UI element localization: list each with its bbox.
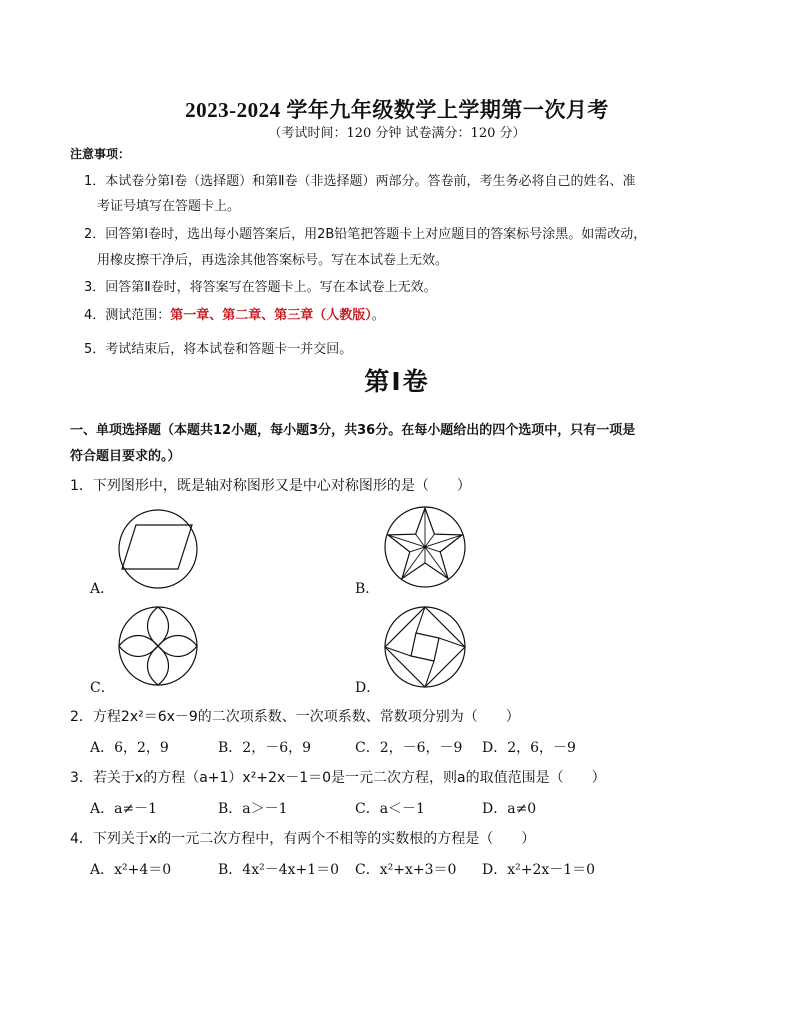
q1-figure-c: [116, 604, 200, 688]
q1-option-c-label: C．: [90, 680, 115, 696]
q1-stem: 1．下列图形中，既是轴对称图形又是中心对称图形的是（ ）: [70, 478, 471, 494]
q1-figure-a: [116, 507, 200, 591]
note-5: 5．考试结束后，将本试卷和答题卡一并交回。: [84, 342, 353, 357]
note-4-prefix: 4．测试范围：: [84, 308, 171, 323]
q3-option-b: B．a＞－1: [218, 801, 288, 817]
q1-option-b-label: B．: [355, 581, 380, 597]
q3-stem: 3．若关于x的方程（a+1）x²+2x－1＝0是一元二次方程，则a的取值范围是（ ）: [70, 770, 606, 786]
notes-heading: 注意事项：: [70, 147, 131, 161]
note-2-line-1: 2．回答第Ⅰ卷时，选出每小题答案后，用2B铅笔把答题卡上对应题目的答案标号涂黑。如需改动，: [84, 227, 647, 242]
q4-option-c: C．x²+x+3＝0: [355, 862, 457, 878]
q3-option-c: C．a＜－1: [355, 801, 425, 817]
note-4-range: 第一章、第二章、第三章（人教版）: [170, 308, 372, 323]
section-1-line-2: 符合题目要求的。）: [70, 449, 181, 464]
note-4: [84, 304, 385, 323]
part-title: 第Ⅰ卷: [364, 367, 430, 396]
q3-option-a: A．a≠－1: [90, 801, 158, 817]
q4-option-b: B．4x²－4x+1＝0: [218, 862, 340, 878]
q3-option-d: D．a≠0: [482, 801, 537, 817]
q4-option-d: D．x²+2x－1＝0: [482, 862, 596, 878]
note-4-suffix: 。: [371, 308, 385, 323]
q4-stem: 4．下列关于x的一元二次方程中，有两个不相等的实数根的方程是（ ）: [70, 831, 536, 847]
q1-option-d-label: D．: [355, 680, 381, 696]
q1-figure-b: [382, 504, 468, 590]
q4-option-a: A．x²+4＝0: [90, 862, 172, 878]
q2-option-a: A．6，2，9: [90, 740, 169, 756]
q2-stem: 2．方程2x²＝6x－9的二次项系数、一次项系数、常数项分别为（ ）: [70, 709, 520, 725]
exam-title: 2023-2024 学年九年级数学上学期第一次月考: [185, 98, 609, 122]
q2-option-d: D．2，6，－9: [482, 740, 576, 756]
q2-option-c: C．2，－6，－9: [355, 740, 463, 756]
q1-figure-d: [382, 604, 468, 690]
note-1-line-1: 1．本试卷分第Ⅰ卷（选择题）和第Ⅱ卷（非选择题）两部分。答卷前，考生务必将自己的姓名、准: [84, 174, 636, 189]
q2-option-b: B．2，－6，9: [218, 740, 312, 756]
q1-option-a-label: A．: [90, 581, 115, 597]
exam-subtitle: （考试时间：120 分钟 试卷满分：120 分）: [268, 126, 526, 141]
note-3: 3．回答第Ⅱ卷时，将答案写在答题卡上。写在本试卷上无效。: [84, 280, 437, 295]
section-1-line-1: 一、单项选择题（本题共12小题，每小题3分，共36分。在每小题给出的四个选项中，只有一项是: [70, 423, 636, 438]
note-2-line-2: 用橡皮擦干净后，再选涂其他答案标号。写在本试卷上无效。: [97, 253, 449, 268]
note-1-line-2: 考证号填写在答题卡上。: [97, 199, 241, 214]
